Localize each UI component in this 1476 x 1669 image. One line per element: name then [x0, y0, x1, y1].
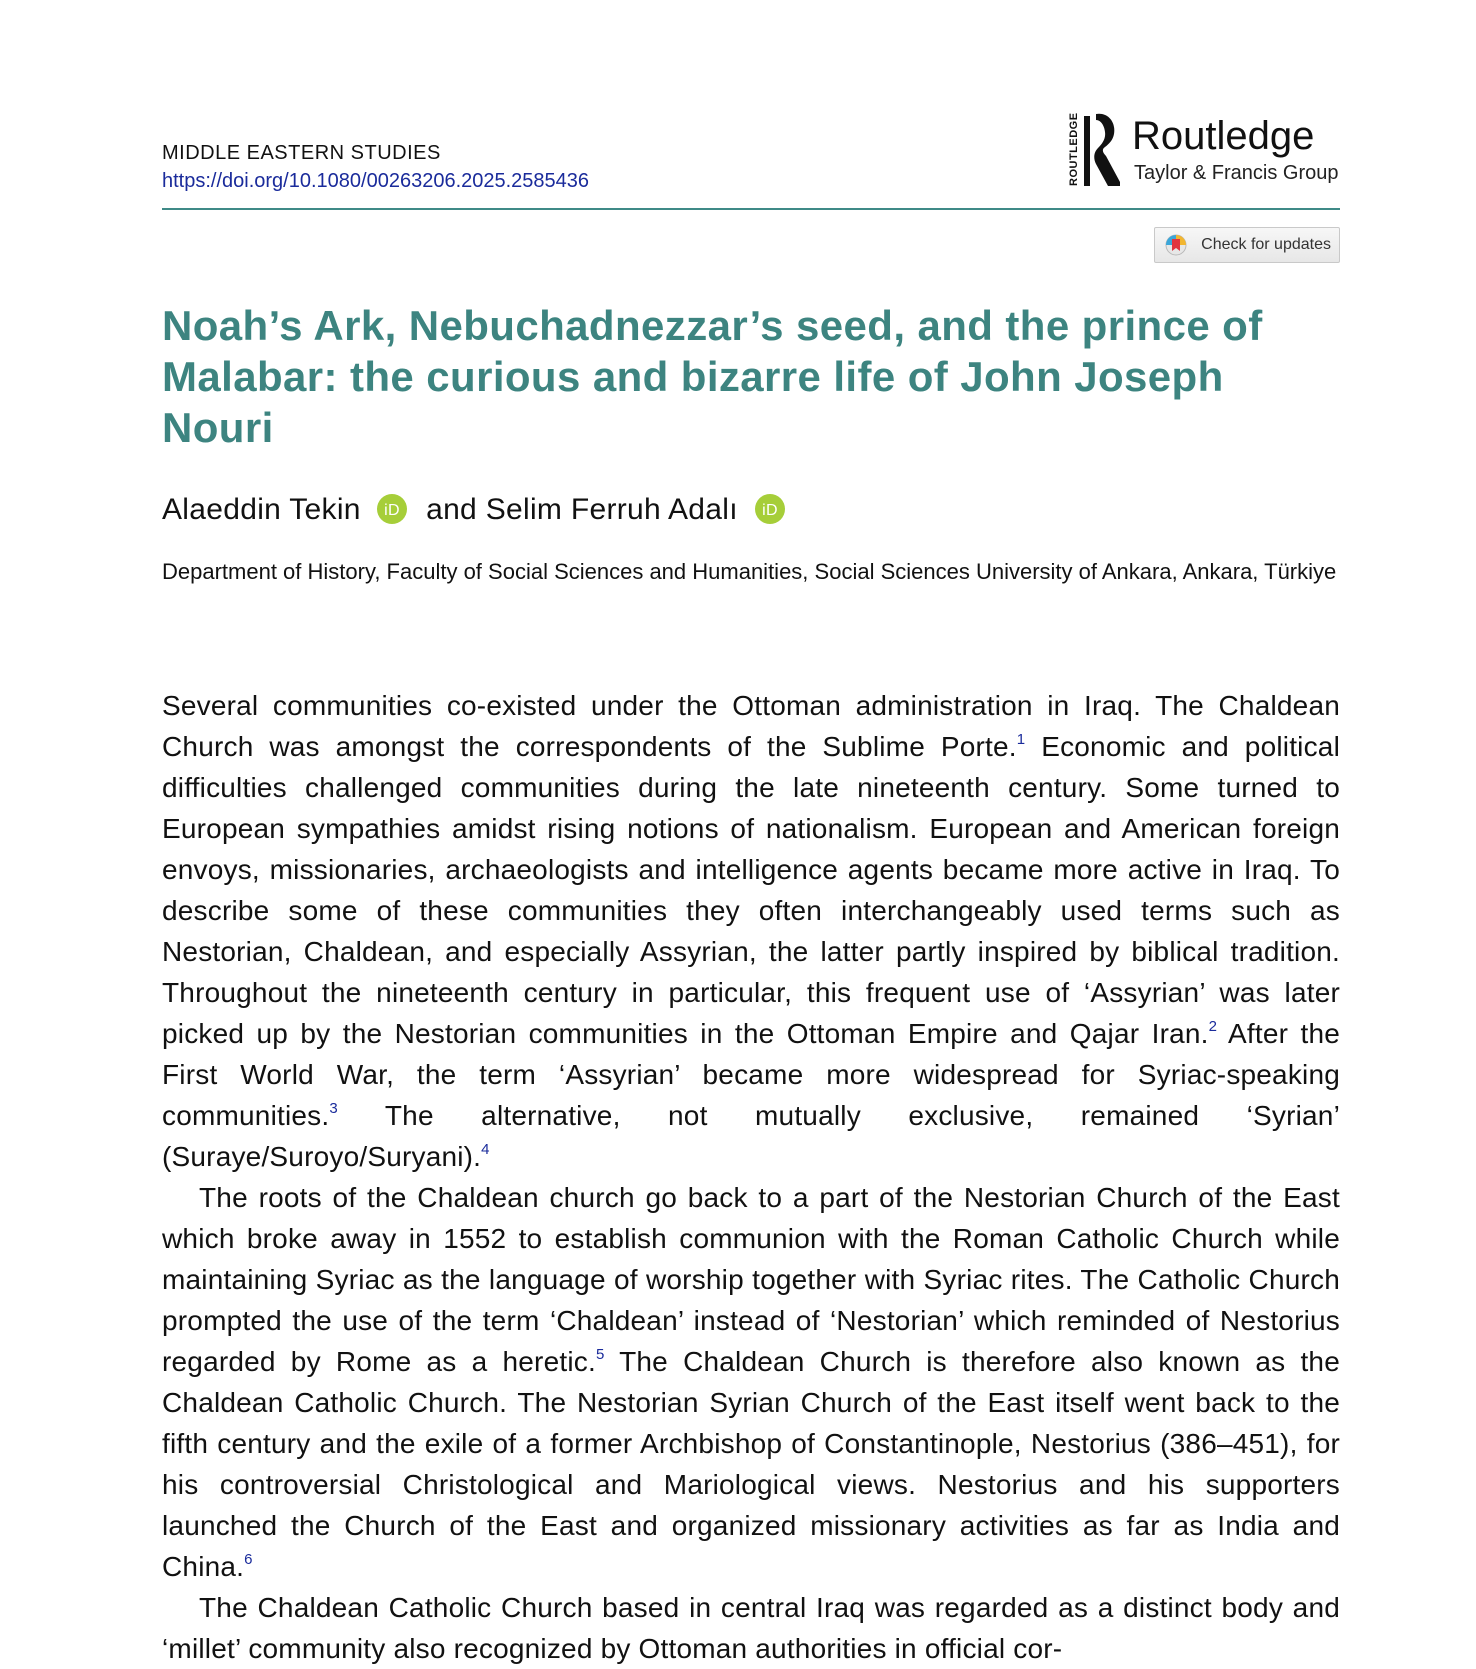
author-name[interactable]: Alaeddin Tekin — [162, 493, 361, 526]
body-paragraph: The Chaldean Catholic Church based in central Iraq was regarded as a distinct body and ‘millet’ community also recognized by Ottoman authorities in official cor- — [162, 1592, 1340, 1664]
footnote-ref[interactable]: 4 — [481, 1141, 490, 1158]
svg-text:iD: iD — [761, 502, 778, 519]
footnote-ref[interactable]: 3 — [329, 1100, 338, 1117]
svg-text:iD: iD — [384, 502, 401, 519]
publisher-group: Taylor & Francis Group — [1134, 162, 1339, 184]
publisher-logo[interactable] — [1068, 110, 1340, 190]
author-conjunction: and — [426, 493, 478, 526]
orcid-icon[interactable] — [755, 494, 785, 524]
body-paragraph: Several communities co-existed under the Ottoman administration in Iraq. The Chaldean Church was amongst the correspondents of the Sublime Porte.$^1$ Economic and political difficulties challenged communities during the late nineteenth century. Some turned to European sympathies amidst rising notions of nationalism. European and American foreign envoys, missionaries, archaeologists and intelligence agents became more active in Iraq. To describe some of these communities they often interchangeably used terms such as Nestorian, Chaldean, and especially Assyrian, the latter partly inspired by biblical tradition. Throughout the nineteenth century in particular, this frequent use of ‘Assyrian’ was later picked up by the Nestorian communities in the Ottoman Empire and Qajar Iran.$^2$ After the First World War, the term ‘Assyrian’ became more widespread for Syriac-speaking communities.$^3$ The alternative, not mutually exclusive, remained ‘Syrian’ (Suraye/Suroyo/Suryani).$^4$ — [162, 690, 1340, 1172]
header-divider — [162, 208, 1340, 210]
check-for-updates-button[interactable] — [1154, 227, 1340, 263]
footnote-ref[interactable]: 5 — [595, 1346, 605, 1363]
author-line — [162, 493, 795, 527]
crossmark-icon — [1165, 234, 1187, 256]
footnote-ref[interactable]: 2 — [1208, 1018, 1218, 1035]
body-paragraph: The roots of the Chaldean church go back to a part of the Nestorian Church of the East which broke away in 1552 to establish communion with the Roman Catholic Church while maintaining Syriac as the language of worship together with Syriac rites. The Catholic Church prompted the use of the term ‘Chaldean’ instead of ‘Nestorian’ which reminded of Nestorius regarded by Rome as a heretic.$^5$ The Chaldean Church is therefore also known as the Chaldean Catholic Church. The Nestorian Syrian Church of the East itself went back to the fifth century and the exile of a former Archbishop of Constantinople, Nestorius (386–451), for his controversial Christological and Mariological views. Nestorius and his supporters launched the Church of the East and organized missionary activities as far as India and China.$^6$ — [162, 1182, 1340, 1582]
publisher-name: Routledge — [1132, 114, 1315, 158]
journal-name: MIDDLE EASTERN STUDIES — [162, 142, 441, 164]
article-title: Noah’s Ark, Nebuchadnezzar’s seed, and the prince of Malabar: the curious and bizarre life of John Joseph Nouri — [162, 302, 1263, 451]
footnote-ref[interactable]: 1 — [1016, 731, 1026, 748]
publisher-vertical-label: ROUTLEDGE — [1068, 112, 1080, 186]
footnote-ref[interactable]: 6 — [244, 1551, 253, 1568]
doi-link[interactable]: https://doi.org/10.1080/00263206.2025.2585436 — [162, 170, 590, 192]
orcid-icon[interactable] — [377, 494, 407, 524]
author-name[interactable]: Selim Ferruh Adalı — [485, 493, 738, 526]
author-affiliation: Department of History, Faculty of Social Sciences and Humanities, Social Sciences University of Ankara, Ankara, Türkiye — [162, 559, 1337, 584]
check-for-updates-label: Check for updates — [1201, 236, 1331, 253]
article-body — [162, 685, 1340, 1669]
routledge-head-icon — [1082, 112, 1122, 188]
